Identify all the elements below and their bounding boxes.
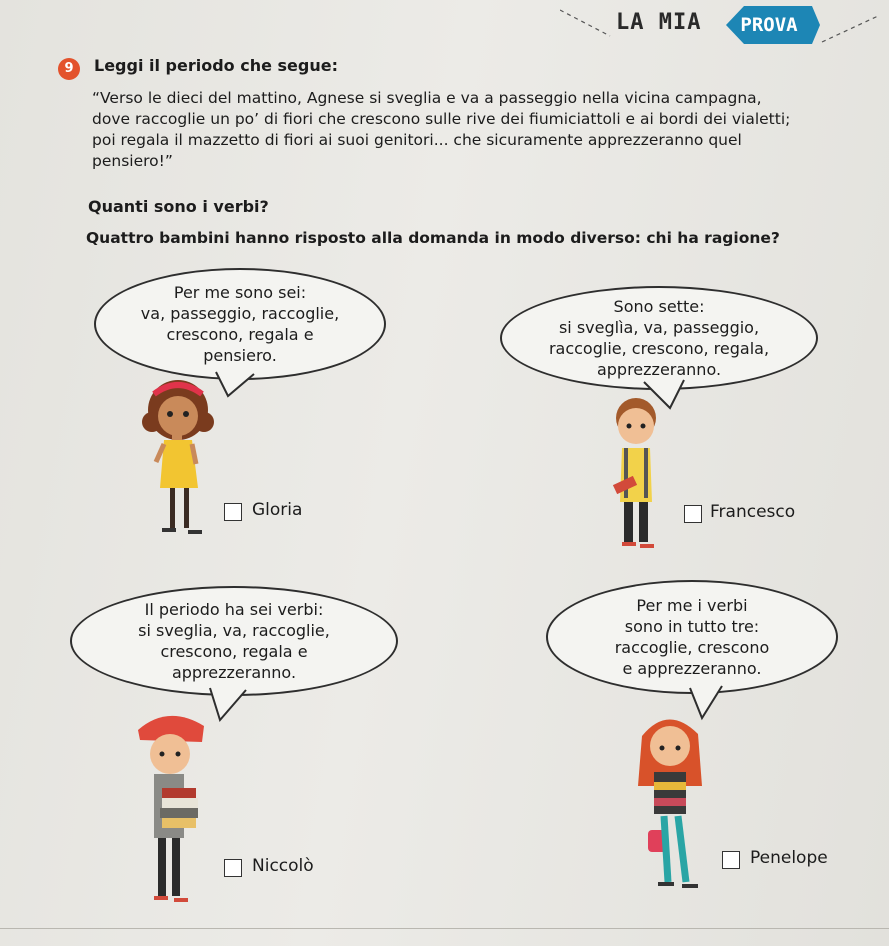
speech-bubble-francesco xyxy=(500,286,818,390)
exercise-instruction: Leggi il periodo che segue: xyxy=(94,56,338,75)
bubble-text-penelope: Per me i verbi sono in tutto tre: raccoglie, crescono e apprezzeranno. xyxy=(614,596,770,678)
name-francesco: Francesco xyxy=(710,502,796,522)
name-penelope: Penelope xyxy=(750,848,828,868)
speech-bubble-penelope xyxy=(546,580,838,694)
bubble-text-gloria: Per me sono sei: va, passeggio, raccoglie, crescono, regala e pensiero. xyxy=(140,283,340,365)
checkbox-francesco[interactable] xyxy=(684,505,702,523)
gloria-illustration xyxy=(130,370,230,545)
exercise-question: Quanti sono i verbi? xyxy=(88,197,269,216)
page-bottom-rule xyxy=(0,928,889,929)
checkbox-niccolo[interactable] xyxy=(224,859,242,877)
exercise-passage: “Verso le dieci del mattino, Agnese si sveglia e va a passeggio nella vicina campagna, dove raccoglie un po’ di fiori che crescono sulle rive dei fiumiciattoli e ai bordi dei vialetti; poi regala il mazzetto di fiori ai suoi genitori... che sicuramente apprezzeranno quel pensiero!” xyxy=(92,89,791,170)
niccolo-illustration xyxy=(128,708,218,908)
exercise-number: 9 xyxy=(58,58,80,80)
exercise-subquestion: Quattro bambini hanno risposto alla domanda in modo diverso: chi ha ragione? xyxy=(86,229,780,247)
francesco-illustration xyxy=(596,392,686,552)
checkbox-penelope[interactable] xyxy=(722,851,740,869)
bubble-text-niccolo: Il periodo ha sei verbi: si sveglia, va, raccoglie, crescono, regala e apprezzeranno. xyxy=(138,600,330,682)
bubble-text-francesco: Sono sette: si sveglìa, va, passeggio, raccoglie, crescono, regala, apprezzeranno. xyxy=(548,297,770,379)
name-niccolo: Niccolò xyxy=(252,856,314,876)
penelope-illustration xyxy=(628,706,718,892)
header-dashed-line xyxy=(560,2,880,62)
speech-bubble-niccolo xyxy=(70,586,398,696)
checkbox-gloria[interactable] xyxy=(224,503,242,521)
badge-text: PROVA xyxy=(740,14,798,36)
name-gloria: Gloria xyxy=(252,500,303,520)
header-title: LA MIA xyxy=(616,10,702,35)
speech-bubble-gloria xyxy=(94,268,386,380)
